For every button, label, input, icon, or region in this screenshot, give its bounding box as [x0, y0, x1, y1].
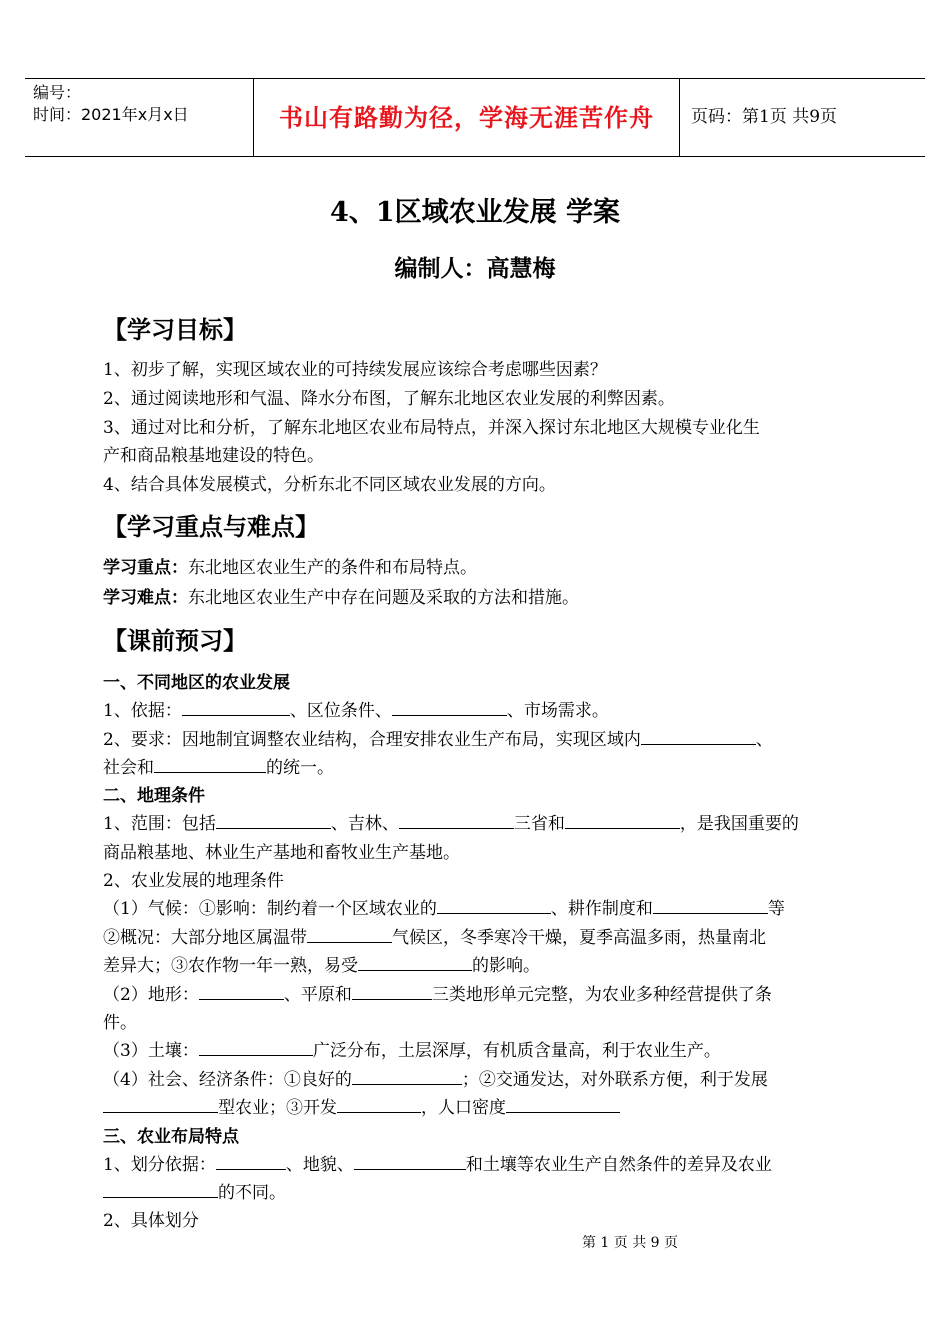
- text-line: （4）社会、经济条件：①良好的 ；②交通发达，对外联系方便，利于发展: [103, 1070, 768, 1090]
- goals-heading: 【学习目标】: [103, 315, 247, 344]
- fill-blank[interactable]: [358, 954, 472, 971]
- document-header: [25, 78, 925, 157]
- fill-blank[interactable]: [199, 983, 284, 1000]
- preview-heading: 【课前预习】: [103, 626, 247, 655]
- fill-blank[interactable]: [653, 897, 768, 914]
- fill-blank[interactable]: [337, 1096, 421, 1113]
- text-line: 社会和 的统一。: [103, 758, 334, 778]
- fill-blank[interactable]: [182, 699, 290, 716]
- subheading-2: 二、地理条件: [103, 786, 205, 806]
- fill-blank[interactable]: [307, 926, 392, 943]
- fill-blank[interactable]: [437, 897, 551, 914]
- header-motto: 书山有路勤为径，学海无涯苦作舟: [254, 79, 680, 156]
- key-point-text: 东北地区农业生产的条件和布局特点。: [188, 558, 477, 578]
- goal-item: 1、初步了解，实现区域农业的可持续发展应该综合考虑哪些因素？: [103, 360, 607, 380]
- text-line: （2）地形： 、平原和 三类地形单元完整，为农业多种经营提供了条: [103, 985, 772, 1005]
- document-title: 4、1区域农业发展 学案: [330, 197, 620, 228]
- text-line: （1）气候：①影响：制约着一个区域农业的 、耕作制度和 等: [103, 899, 785, 919]
- text-line: 差异大；③农作物一年一熟，易受 的影响。: [103, 956, 540, 976]
- text-line: 2、农业发展的地理条件: [103, 871, 284, 891]
- compiler-line: 编制人：高慧梅: [394, 255, 556, 282]
- subheading-3: 三、农业布局特点: [103, 1127, 239, 1147]
- fill-blank[interactable]: [399, 812, 514, 829]
- header-info-cell: [25, 79, 254, 156]
- header-page-code: 页码：第1页 共9页: [691, 107, 838, 127]
- goal-item: 产和商品粮基地建设的特色。: [103, 446, 324, 466]
- text-line: 1、范围：包括 、吉林、 三省和 ，是我国重要的: [103, 814, 799, 834]
- text-line: 的不同。: [103, 1178, 286, 1203]
- fill-blank[interactable]: [392, 699, 507, 716]
- difficulty-text: 东北地区农业生产中存在问题及采取的方法和措施。: [188, 588, 579, 608]
- fill-blank[interactable]: [216, 812, 331, 829]
- subheading-1: 一、不同地区的农业发展: [103, 673, 290, 693]
- keypoints-heading: 【学习重点与难点】: [103, 512, 319, 541]
- fill-blank[interactable]: [641, 728, 756, 745]
- fill-blank[interactable]: [565, 812, 680, 829]
- text-line: 件。: [103, 1013, 137, 1033]
- difficulty-label: 学习难点：: [103, 588, 188, 608]
- number-label: 编号：: [33, 83, 82, 102]
- text-line: （3）土壤： 广泛分布，土层深厚，有机质含量高，利于农业生产。: [103, 1041, 721, 1061]
- text-line: ②概况：大部分地区属温带 气候区，冬季寒冷干燥，夏季高温多雨，热量南北: [103, 928, 766, 948]
- text-line: 2、具体划分: [103, 1211, 199, 1231]
- fill-blank[interactable]: [154, 756, 266, 773]
- text-line: 1、依据： 、区位条件、 、市场需求。: [103, 701, 609, 721]
- fill-blank[interactable]: [506, 1096, 620, 1113]
- fill-blank[interactable]: [352, 983, 432, 1000]
- goal-item: 3、通过对比和分析，了解东北地区农业布局特点，并深入探讨东北地区大规模专业化生: [103, 418, 760, 438]
- fill-blank[interactable]: [103, 1181, 218, 1198]
- time-label: 时间：2021年x月x日: [33, 105, 189, 124]
- fill-blank[interactable]: [103, 1096, 218, 1113]
- goal-item: 2、通过阅读地形和气温、降水分布图，了解东北地区农业发展的利弊因素。: [103, 389, 675, 409]
- fill-blank[interactable]: [354, 1153, 466, 1170]
- difficulty-line: [103, 583, 579, 608]
- key-point-label: 学习重点：: [103, 558, 188, 578]
- fill-blank[interactable]: [216, 1153, 286, 1170]
- fill-blank[interactable]: [352, 1068, 462, 1085]
- text-line: 商品粮基地、林业生产基地和畜牧业生产基地。: [103, 843, 460, 863]
- key-point-line: [103, 553, 477, 578]
- text-line: 2、要求：因地制宜调整农业结构，合理安排农业生产布局，实现区域内 、: [103, 730, 773, 750]
- page-footer: 第 1 页 共 9 页: [581, 1235, 679, 1251]
- text-line: 1、划分依据： 、地貌、 和土壤等农业生产自然条件的差异及农业: [103, 1155, 772, 1175]
- text-line: 型农业；③开发 ，人口密度: [103, 1093, 620, 1118]
- goal-item: 4、结合具体发展模式，分析东北不同区域农业发展的方向。: [103, 475, 556, 495]
- fill-blank[interactable]: [199, 1039, 313, 1056]
